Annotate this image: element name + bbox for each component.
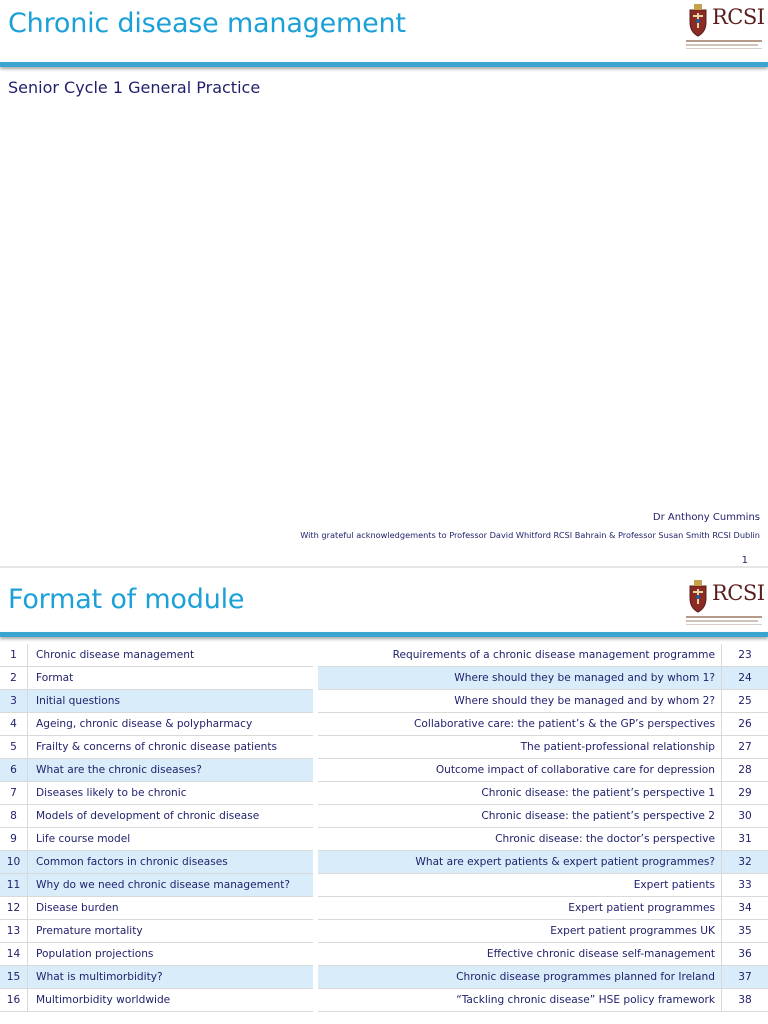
title-rule [0, 632, 768, 637]
table-row [318, 989, 768, 1012]
row-number: 16 [0, 989, 28, 1011]
table-row [318, 966, 768, 989]
contents-table-right [318, 644, 768, 1012]
row-label: Where should they be managed and by whom 2? [318, 690, 722, 712]
row-number: 32 [722, 851, 768, 873]
table-row [318, 759, 768, 782]
row-label: Expert patient programmes [318, 897, 722, 919]
row-label: Multimorbidity worldwide [36, 994, 171, 1006]
row-label: Chronic disease: the patient’s perspective 1 [318, 782, 722, 804]
table-row [0, 828, 313, 851]
row-label: Models of development of chronic disease [36, 810, 260, 822]
table-row [318, 920, 768, 943]
row-label: Collaborative care: the patient’s & the GP’s perspectives [318, 713, 722, 735]
table-row [318, 851, 768, 874]
table-row [0, 989, 313, 1012]
slide-title-heading: Chronic disease management [8, 8, 406, 39]
table-row [318, 644, 768, 667]
row-label: Chronic disease management [36, 649, 195, 661]
row-label: Effective chronic disease self-management [318, 943, 722, 965]
row-label: Outcome impact of collaborative care for depression [318, 759, 722, 781]
row-number: 24 [722, 667, 768, 689]
table-row [318, 897, 768, 920]
row-label: Disease burden [36, 902, 119, 914]
row-label: What is multimorbidity? [28, 966, 313, 988]
row-label: The patient-professional relationship [318, 736, 722, 758]
rcsi-crest-icon [686, 580, 710, 614]
row-label: Requirements of a chronic disease management programme [318, 644, 722, 666]
rcsi-logo-text: RCSI [712, 581, 765, 605]
row-number: 5 [0, 736, 28, 758]
row-label: Diseases likely to be chronic [36, 787, 187, 799]
row-number: 13 [0, 920, 28, 942]
table-row [0, 966, 313, 989]
table-row [0, 920, 313, 943]
table-row [0, 805, 313, 828]
row-number: 4 [0, 713, 28, 735]
table-row [318, 713, 768, 736]
table-row [318, 736, 768, 759]
row-label: “Tackling chronic disease” HSE policy framework [318, 989, 722, 1011]
row-label: Population projections [36, 948, 154, 960]
row-number: 2 [0, 667, 28, 689]
contents-table-left [0, 644, 313, 1012]
table-row [0, 943, 313, 966]
table-row [318, 782, 768, 805]
row-number: 26 [738, 718, 752, 730]
rcsi-logo-text: RCSI [712, 5, 765, 29]
row-number: 10 [0, 851, 28, 873]
row-number: 36 [738, 948, 752, 960]
title-rule [0, 62, 768, 67]
slide-heading: Format of module [8, 584, 245, 615]
row-label: Ageing, chronic disease & polypharmacy [36, 718, 253, 730]
table-row [318, 690, 768, 713]
row-number: 34 [738, 902, 752, 914]
row-label: What are the chronic diseases? [28, 759, 313, 781]
table-row [0, 690, 313, 713]
row-number: 6 [0, 759, 28, 781]
table-row [0, 759, 313, 782]
row-number: 31 [738, 833, 752, 845]
row-label: Format [36, 672, 74, 684]
row-number: 37 [722, 966, 768, 988]
row-label: What are expert patients & expert patient programmes? [318, 851, 722, 873]
table-row [318, 805, 768, 828]
row-label: Expert patients [318, 874, 722, 896]
row-number: 7 [0, 782, 28, 804]
table-row [318, 943, 768, 966]
row-number: 11 [0, 874, 28, 896]
row-number: 29 [738, 787, 752, 799]
row-label: Expert patient programmes UK [318, 920, 722, 942]
rcsi-crest-icon [686, 4, 710, 38]
table-row [0, 667, 313, 690]
page-number: 1 [741, 555, 748, 566]
row-number: 15 [0, 966, 28, 988]
row-number: 23 [738, 649, 752, 661]
rcsi-logo [684, 2, 764, 56]
row-number: 9 [0, 828, 28, 850]
row-label: Chronic disease: the doctor’s perspective [318, 828, 722, 850]
row-number: 3 [0, 690, 28, 712]
row-label: Frailty & concerns of chronic disease patients [36, 741, 277, 753]
row-label: Where should they be managed and by whom 1? [318, 667, 722, 689]
author-name: Dr Anthony Cummins [652, 512, 760, 523]
table-row [0, 897, 313, 920]
table-row [0, 644, 313, 667]
row-label: Initial questions [28, 690, 313, 712]
row-number: 38 [738, 994, 752, 1006]
row-label: Life course model [36, 833, 131, 845]
row-number: 14 [0, 943, 28, 965]
row-number: 28 [738, 764, 752, 776]
table-row [318, 828, 768, 851]
row-number: 35 [738, 925, 752, 937]
table-row [0, 736, 313, 759]
row-number: 12 [0, 897, 28, 919]
row-label: Common factors in chronic diseases [28, 851, 313, 873]
table-row [318, 874, 768, 897]
slide-subtitle: Senior Cycle 1 General Practice [8, 78, 261, 97]
row-label: Why do we need chronic disease management? [28, 874, 313, 896]
slide-format [0, 568, 768, 1024]
row-number: 25 [738, 695, 752, 707]
row-number: 27 [738, 741, 752, 753]
table-row [318, 667, 768, 690]
acknowledgements: With grateful acknowledgements to Professor David Whitford RCSI Bahrain & Professor Susan Smith RCSI Dublin [300, 530, 760, 540]
row-label: Premature mortality [36, 925, 143, 937]
rcsi-logo [684, 578, 764, 632]
row-label: Chronic disease programmes planned for Ireland [318, 966, 722, 988]
table-row [0, 874, 313, 897]
table-row [0, 782, 313, 805]
row-number: 30 [738, 810, 752, 822]
row-label: Chronic disease: the patient’s perspective 2 [318, 805, 722, 827]
table-row [0, 851, 313, 874]
row-number: 8 [0, 805, 28, 827]
table-row [0, 713, 313, 736]
row-number: 33 [738, 879, 752, 891]
row-number: 1 [0, 644, 28, 666]
